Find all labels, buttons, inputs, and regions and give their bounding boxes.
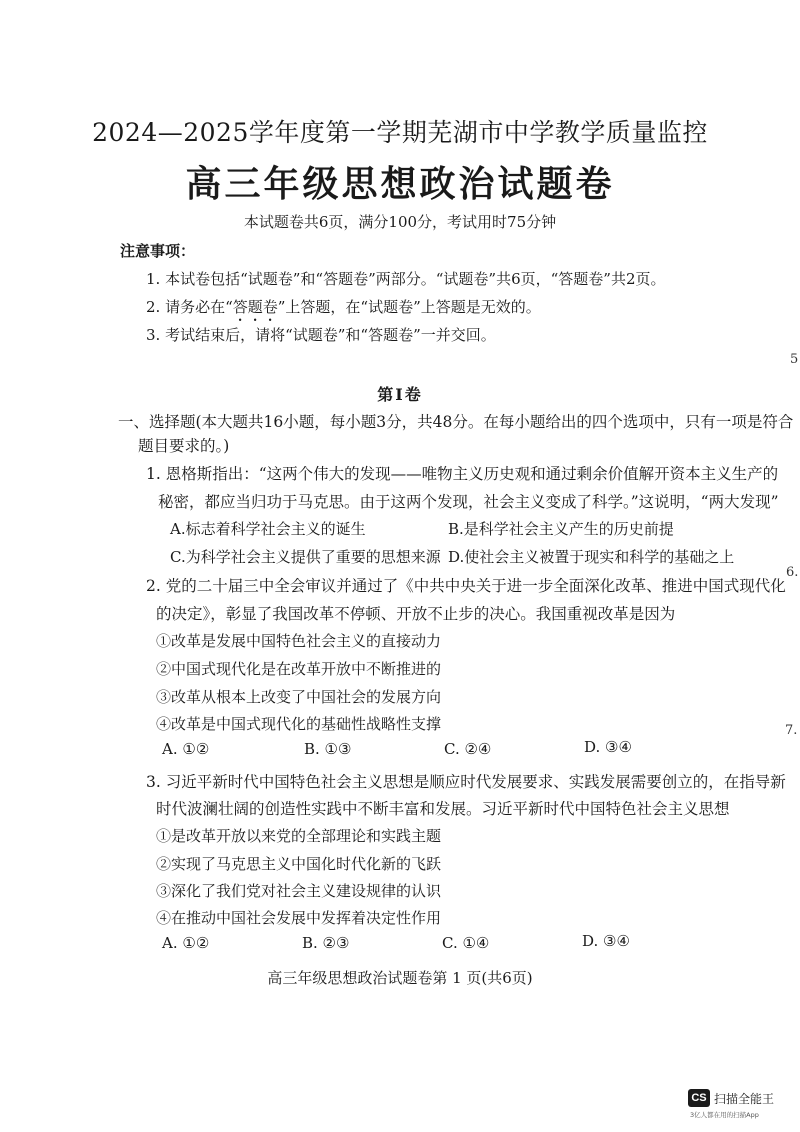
q2-option-c: C. ②④ (444, 740, 492, 758)
q3-stem-line1: 3. 习近平新时代中国特色社会主义思想是顺应时代发展要求、实践发展需要创立的，在指导新 (146, 773, 786, 791)
q2-option-a: A. ①② (162, 740, 210, 758)
q1-stem-line1: 1. 恩格斯指出：“这两个伟大的发现——唯物主义历史观和通过剩余价值解开资本主义生产的 (146, 465, 779, 483)
notice-heading: 注意事项： (120, 242, 196, 260)
notice-item-2-post: ”上答题，在“试题卷”上答题是无效的。 (277, 298, 541, 316)
q3-stem-line2: 时代波澜壮阔的创造性实践中不断丰富和发展。习近平新时代中国特色社会主义思想 (156, 800, 730, 818)
q1-option-a: A.标志着科学社会主义的诞生 (170, 520, 366, 538)
section-instruction-line2: 题目要求的。) (138, 437, 230, 455)
q2-statement-1: ①改革是发展中国特色社会主义的直接动力 (156, 632, 442, 650)
q2-option-d: D. ③④ (584, 738, 632, 756)
notice-item-2-emphasis: 答题卷 (232, 298, 278, 316)
notice-item-2-pre: 2. 请务必在“ (146, 298, 233, 316)
exam-title-main: 高三年级思想政治试题卷 (185, 163, 615, 205)
q3-option-a: A. ①② (162, 934, 210, 952)
q1-stem-line2: 秘密，都应当归功于马克思。由于这两个发现，社会主义变成了科学。”这说明，“两大发现” (158, 493, 779, 511)
q2-stem-line2: 的决定》，彰显了我国改革不停顿、开放不止步的决心。我国重视改革是因为 (156, 605, 676, 623)
q3-statement-3: ③深化了我们党对社会主义建设规律的认识 (156, 882, 442, 900)
q3-statement-1: ①是改革开放以来党的全部理论和实践主题 (156, 827, 442, 845)
notice-item-2 (146, 296, 541, 325)
watermark-subtitle: 3亿人都在用的扫描App (690, 1111, 759, 1119)
notice-item-1: 1. 本试卷包括“试题卷”和“答题卷”两部分。“试题卷”共6页，“答题卷”共2页。 (146, 270, 666, 288)
watermark-name: 扫描全能王 (714, 1091, 775, 1106)
exam-subtitle: 本试题卷共6页，满分100分，考试用时75分钟 (243, 213, 557, 231)
notice-item-3: 3. 考试结束后，请将“试题卷”和“答题卷”一并交回。 (146, 326, 496, 344)
q2-stem-line1: 2. 党的二十届三中全会审议并通过了《中共中央关于进一步全面深化改革、推进中国式现代化 (146, 577, 786, 595)
section-title: 第Ⅰ卷 (377, 385, 423, 404)
q2-option-b: B. ①③ (304, 740, 352, 758)
exam-title-line1: 2024—2025学年度第一学期芜湖市中学教学质量监控 (92, 118, 708, 147)
section-instruction-line1: 一、选择题(本大题共16小题，每小题3分，共48分。在每小题给出的四个选项中，只有一项是符合 (118, 413, 794, 431)
q2-statement-2: ②中国式现代化是在改革开放中不断推进的 (156, 660, 442, 678)
q3-statement-4: ④在推动中国社会发展中发挥着决定性作用 (156, 909, 442, 927)
q3-option-d: D. ③④ (582, 932, 630, 950)
edge-mark-7: 7. (785, 723, 798, 738)
q2-statement-3: ③改革从根本上改变了中国社会的发展方向 (156, 688, 442, 706)
camscanner-logo-icon: CS (688, 1089, 710, 1107)
q3-option-b: B. ②③ (302, 934, 350, 952)
scanner-watermark (688, 1089, 774, 1107)
edge-mark-6: 6. (786, 565, 799, 580)
q1-option-c: C.为科学社会主义提供了重要的思想来源 (170, 548, 441, 566)
q1-option-b: B.是科学社会主义产生的历史前提 (448, 520, 674, 538)
q1-option-d: D.使社会主义被置于现实和科学的基础之上 (448, 548, 735, 566)
edge-mark-5: 5 (790, 352, 799, 367)
q3-statement-2: ②实现了马克思主义中国化时代化新的飞跃 (156, 855, 442, 873)
q2-statement-4: ④改革是中国式现代化的基础性战略性支撑 (156, 715, 442, 733)
q3-option-c: C. ①④ (442, 934, 490, 952)
page-footer: 高三年级思想政治试题卷第 1 页(共6页) (267, 969, 533, 987)
